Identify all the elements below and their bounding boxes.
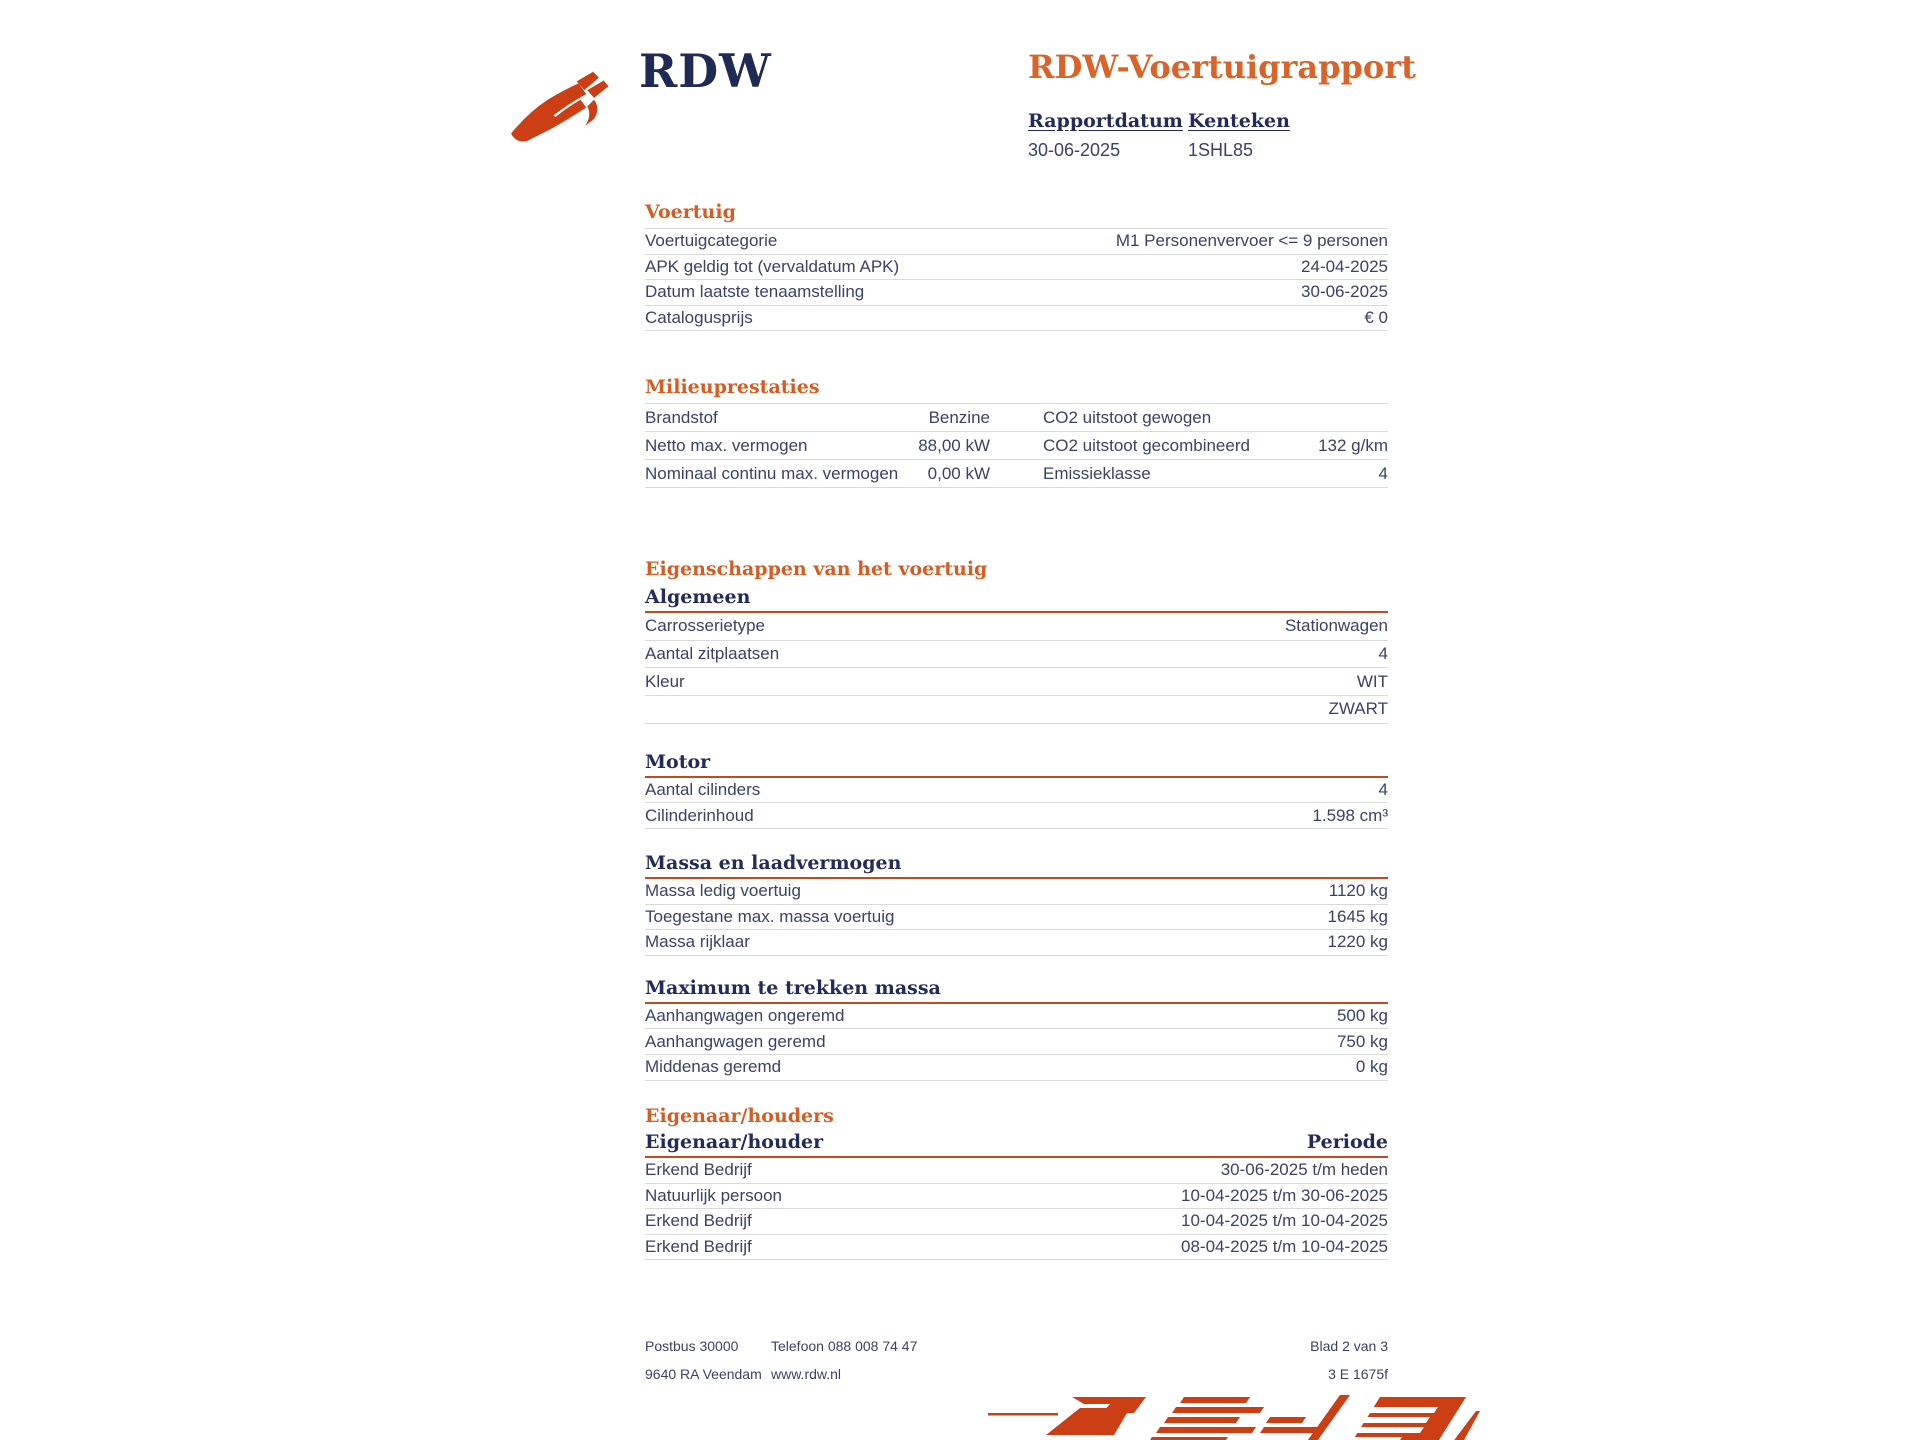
section-eigenaar-houders	[645, 1104, 1388, 1260]
owner-cell: Erkend Bedrijf	[645, 1237, 752, 1257]
row-value: 132 g/km	[1318, 435, 1388, 455]
rdw-logo	[503, 44, 772, 148]
row-value: 1.598 cm³	[1312, 805, 1388, 825]
table-row	[645, 254, 1388, 280]
row-value: 4	[1378, 780, 1388, 800]
table-row	[645, 459, 1388, 487]
column-header-owner: Eigenaar/houder	[645, 1131, 824, 1153]
row-value: WIT	[1356, 671, 1388, 691]
section-heading: Milieuprestaties	[645, 376, 820, 398]
row-label: Aanhangwagen geremd	[645, 1031, 826, 1051]
row-value: ZWART	[1328, 699, 1388, 719]
license-plate-value: 1SHL85	[1188, 140, 1254, 160]
row-label: Emissieklasse	[1043, 463, 1151, 483]
owner-cell: Erkend Bedrijf	[645, 1211, 752, 1231]
milieu-table	[645, 403, 1388, 488]
row-label: Massa rijklaar	[645, 932, 750, 952]
table-row	[645, 879, 1388, 904]
table-row	[645, 640, 1388, 668]
owners-table	[645, 1158, 1388, 1260]
subsection-heading: Algemeen	[645, 586, 751, 608]
report-date-block	[1028, 110, 1183, 161]
row-label: Toegestane max. massa voertuig	[645, 906, 895, 926]
period-cell: 10-04-2025 t/m 30-06-2025	[1181, 1185, 1388, 1205]
row-label: Voertuigcategorie	[645, 231, 778, 251]
massa-table	[645, 879, 1388, 956]
license-plate-label: Kenteken	[1188, 110, 1290, 132]
trekken-table	[645, 1004, 1388, 1081]
table-row	[645, 403, 1388, 431]
table-row	[645, 1004, 1388, 1029]
table-row	[645, 1234, 1388, 1260]
row-value: 500 kg	[1336, 1006, 1388, 1026]
footer-website: www.rdw.nl	[771, 1366, 842, 1382]
section-heading: Voertuig	[645, 201, 736, 223]
table-row	[645, 1183, 1388, 1209]
footer-phone: Telefoon 088 008 74 47	[771, 1338, 918, 1354]
table-row	[645, 1158, 1388, 1183]
row-value: 24-04-2025	[1301, 256, 1388, 276]
row-value: 1120 kg	[1328, 881, 1388, 901]
section-eigenschappen	[645, 557, 1388, 1081]
row-label: Brandstof	[645, 407, 718, 427]
table-row	[645, 613, 1388, 640]
motor-table	[645, 778, 1388, 829]
row-label: Catalogusprijs	[645, 308, 753, 328]
row-value: € 0	[1364, 308, 1388, 328]
table-row	[645, 1054, 1388, 1080]
row-label: CO2 uitstoot gewogen	[1043, 407, 1212, 427]
owner-cell: Erkend Bedrijf	[645, 1160, 752, 1180]
row-label: Carrosserietype	[645, 616, 765, 636]
table-row	[645, 695, 1388, 723]
row-label: Nominaal continu max. vermogen	[645, 463, 899, 483]
table-row	[645, 904, 1388, 930]
table-row	[645, 929, 1388, 955]
row-value: 750 kg	[1336, 1031, 1388, 1051]
row-label: APK geldig tot (vervaldatum APK)	[645, 256, 900, 276]
row-label: Aanhangwagen ongeremd	[645, 1006, 845, 1026]
algemeen-table	[645, 613, 1388, 724]
row-label: CO2 uitstoot gecombineerd	[1043, 435, 1250, 455]
period-cell: 10-04-2025 t/m 10-04-2025	[1181, 1211, 1388, 1231]
row-label: Cilinderinhoud	[645, 805, 754, 825]
section-milieuprestaties	[645, 375, 1388, 488]
section-heading: Eigenaar/houders	[645, 1105, 834, 1127]
table-row	[645, 802, 1388, 828]
report-date-label: Rapportdatum	[1028, 110, 1183, 132]
footer-page-number: Blad 2 van 3	[1310, 1338, 1388, 1354]
table-row	[645, 667, 1388, 695]
table-row	[645, 228, 1388, 254]
row-value: 1645 kg	[1327, 906, 1388, 926]
table-row	[645, 778, 1388, 803]
row-label: Massa ledig voertuig	[645, 881, 801, 901]
rdw-wing-icon	[503, 66, 631, 148]
section-voertuig	[645, 200, 1388, 331]
row-value: 4	[1378, 644, 1388, 664]
row-label: Middenas geremd	[645, 1057, 782, 1077]
footer-form-code: 3 E 1675f	[1328, 1366, 1388, 1382]
table-row	[645, 431, 1388, 459]
row-value: Stationwagen	[1284, 616, 1388, 636]
column-header-period: Periode	[1306, 1131, 1388, 1153]
section-heading: Eigenschappen van het voertuig	[645, 558, 988, 580]
row-value: 1220 kg	[1327, 932, 1388, 952]
report-date-value: 30-06-2025	[1028, 140, 1121, 160]
row-value: 30-06-2025	[1301, 282, 1388, 302]
table-row	[645, 279, 1388, 305]
row-value: 0,00 kW	[927, 463, 990, 483]
footer-postbus: Postbus 30000	[645, 1338, 739, 1354]
period-cell: 08-04-2025 t/m 10-04-2025	[1181, 1237, 1388, 1257]
table-row	[645, 1208, 1388, 1234]
rdw-stripe-artwork-icon	[988, 1393, 1480, 1440]
row-value: 0 kg	[1355, 1057, 1388, 1077]
row-label: Datum laatste tenaamstelling	[645, 282, 865, 302]
subsection-heading: Massa en laadvermogen	[645, 851, 902, 874]
row-label: Aantal cilinders	[645, 780, 761, 800]
footer-contact	[771, 1338, 917, 1394]
row-value: M1 Personenvervoer <= 9 personen	[1115, 231, 1388, 251]
subsection-heading: Maximum te trekken massa	[645, 976, 941, 999]
license-plate-block	[1188, 110, 1290, 161]
footer-address	[645, 1338, 762, 1394]
footer-city: 9640 RA Veendam	[645, 1366, 762, 1382]
subsection-heading: Motor	[645, 750, 711, 773]
voertuig-table	[645, 228, 1388, 331]
owner-cell: Natuurlijk persoon	[645, 1185, 783, 1205]
owners-table-header	[645, 1130, 1388, 1154]
period-cell: 30-06-2025 t/m heden	[1220, 1160, 1388, 1180]
logo-text: RDW	[639, 44, 772, 98]
row-value: Benzine	[928, 407, 990, 427]
footer-page-info	[1188, 1338, 1388, 1394]
row-label: Kleur	[645, 671, 685, 691]
table-row	[645, 1028, 1388, 1054]
row-label: Netto max. vermogen	[645, 435, 808, 455]
row-label: Aantal zitplaatsen	[645, 644, 780, 664]
row-value: 4	[1378, 463, 1388, 483]
row-value: 88,00 kW	[918, 435, 990, 455]
page-title: RDW-Voertuigrapport	[1028, 48, 1416, 86]
table-row	[645, 305, 1388, 331]
